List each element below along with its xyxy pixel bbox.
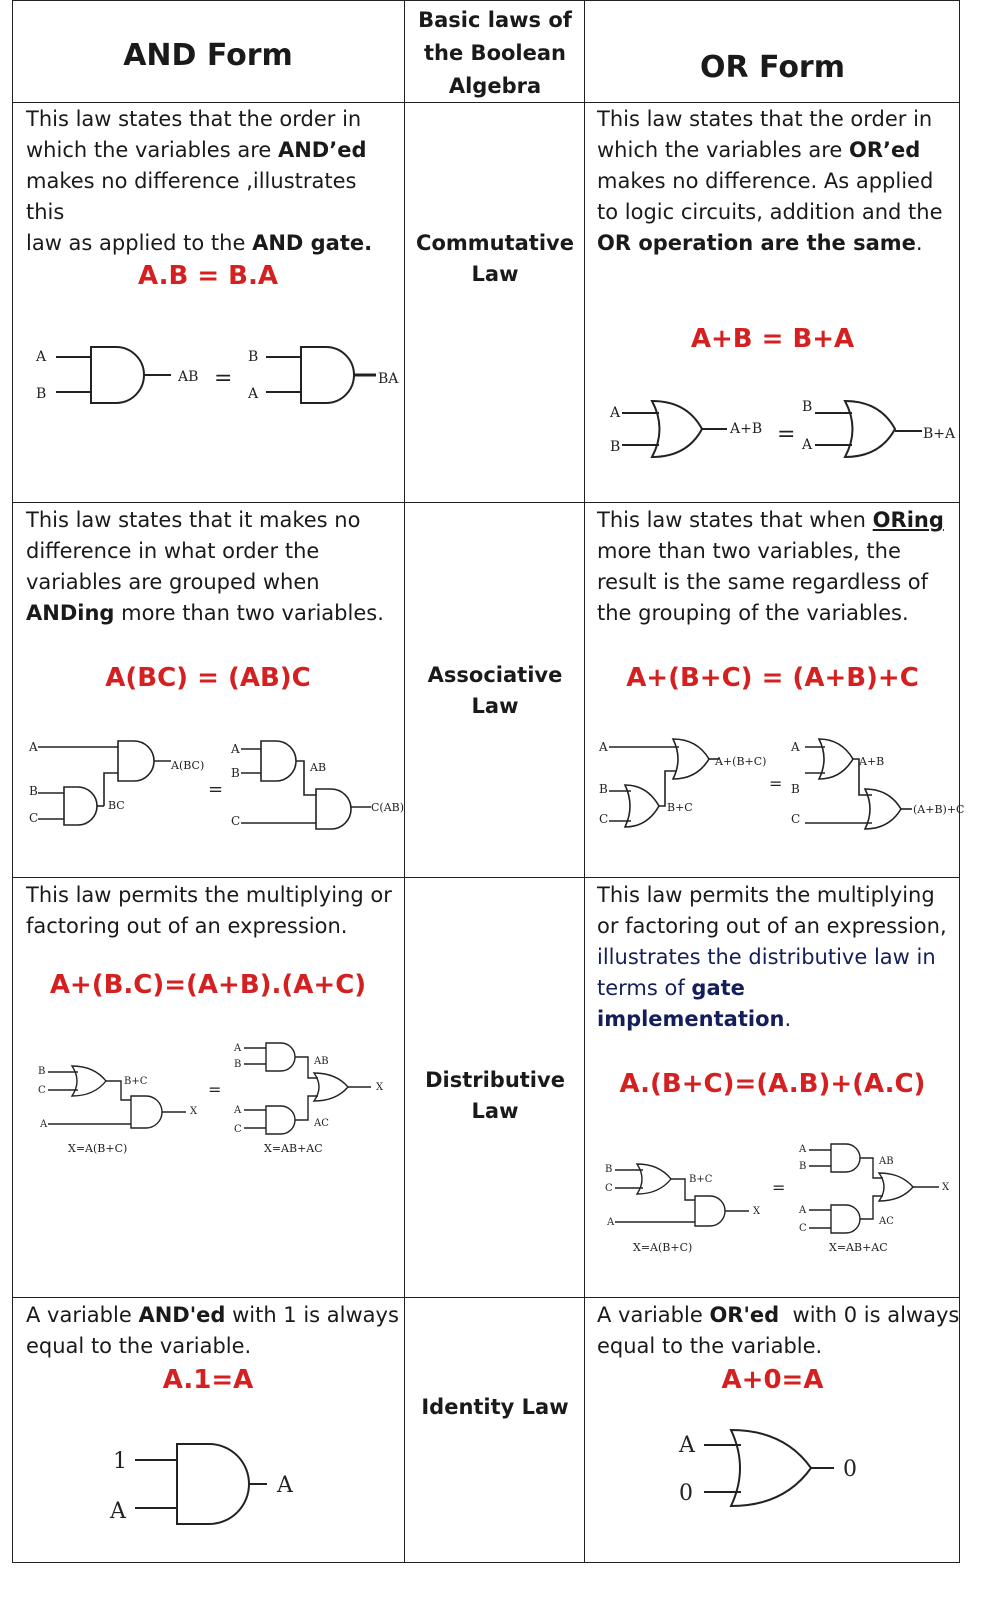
text-bold: OR’ed (848, 138, 921, 162)
commutative-and-equation: A.B = B.A (137, 261, 278, 291)
input-label: A (791, 740, 800, 754)
text-bold: AND’ed (277, 138, 367, 162)
and-form-header: AND Form (123, 38, 293, 73)
text-span: which the variables are (597, 138, 849, 162)
output-label: C(AB) (371, 801, 405, 814)
associative-law-label (405, 660, 585, 722)
text-line: or factoring out of an expression, (597, 914, 947, 938)
output-label: A(BC) (171, 759, 205, 772)
commutative-law-label (405, 228, 585, 290)
identity-law-label (405, 1392, 585, 1423)
input-label: B (791, 782, 800, 796)
identity-or-equation: A+0=A (721, 1365, 824, 1395)
text-bold: implementation (597, 1007, 785, 1031)
input-label: B (36, 386, 47, 402)
distributive-or-equation: A.(B+C)=(A.B)+(A.C) (619, 1069, 926, 1099)
output-label: X (190, 1106, 198, 1117)
text-span: A variable (597, 1303, 710, 1327)
input-label: A (36, 349, 47, 365)
input-label: A (248, 386, 259, 402)
input-label: C (234, 1124, 242, 1135)
text-bold: gate (691, 976, 745, 1000)
text-span: terms of (597, 976, 692, 1000)
output-label: B+A (923, 426, 956, 442)
identity-or-text (597, 1300, 960, 1362)
header-line: Algebra (448, 74, 542, 98)
text-line: difference in what order the (26, 539, 320, 563)
expression-label: X=AB+AC (264, 1142, 323, 1155)
output-label: AB (178, 369, 199, 385)
law-line: Law (471, 1099, 519, 1123)
input-label: A (40, 1119, 48, 1130)
output-label: A+B (859, 755, 885, 768)
commutative-and-text (26, 104, 401, 259)
input-label: B (248, 349, 259, 365)
row-divider (12, 1297, 960, 1298)
text-line: This law states that it makes no (26, 508, 361, 532)
text-line (597, 973, 957, 1004)
row-divider (12, 877, 960, 878)
output-label: AB (879, 1156, 894, 1167)
text-bold: OR operation are the same (597, 231, 916, 255)
header-line: Basic laws of (418, 8, 572, 32)
text-line: This law permits the multiplying (597, 883, 935, 907)
identity-and-text (26, 1300, 401, 1362)
output-label: AC (879, 1216, 894, 1227)
commutative-or-equation: A+B = B+A (690, 324, 855, 354)
row-divider (12, 502, 960, 503)
text-line (597, 505, 957, 536)
text-line: more than two variables, the (597, 539, 901, 563)
text-span: with 0 is always (779, 1303, 960, 1327)
text-line: This law states that the order in (597, 107, 933, 131)
input-label: A (607, 1217, 615, 1228)
output-label: (A+B)+C (913, 803, 965, 816)
associative-or-equation: A+(B+C) = (A+B)+C (626, 663, 919, 693)
law-line: Law (471, 694, 519, 718)
text-line: factoring out of an expression. (26, 914, 348, 938)
input-label: A (234, 1105, 242, 1116)
law-line: Commutative (416, 231, 574, 255)
output-label: A+B (730, 421, 763, 437)
text-line (597, 228, 957, 259)
input-label: A (679, 1433, 695, 1458)
text-line (26, 228, 401, 259)
text-line: the grouping of the variables. (597, 601, 909, 625)
commutative-or-text (597, 104, 957, 259)
commutative-or-circuit (597, 388, 957, 470)
associative-or-circuit (597, 733, 965, 833)
input-label: A (610, 405, 621, 421)
input-label: B (610, 439, 621, 455)
input-label: B (605, 1164, 613, 1175)
text-span: with 1 is always (225, 1303, 399, 1327)
input-label: C (799, 1223, 807, 1234)
input-label: A (231, 742, 240, 756)
distributive-law-label (405, 1065, 585, 1127)
text-line (26, 135, 401, 166)
input-label: A (799, 1205, 807, 1216)
input-label: A (110, 1499, 126, 1524)
input-label: B (802, 399, 813, 415)
text-bold: AND'ed (138, 1303, 226, 1327)
basic-laws-header (405, 4, 585, 103)
distributive-or-text (597, 880, 957, 1035)
output-label: A+(B+C) (715, 755, 767, 768)
text-line: This law states that the order in (26, 107, 362, 131)
text-line: variables are grouped when (26, 570, 320, 594)
output-label: X (942, 1182, 950, 1193)
text-span: more than two variables. (114, 601, 384, 625)
input-label: B (599, 782, 608, 796)
equals-sign: = (208, 1080, 222, 1099)
input-label: C (231, 814, 241, 828)
text-span: . (915, 231, 923, 255)
output-label: X (753, 1206, 761, 1217)
law-line: Associative (427, 663, 563, 687)
commutative-and-circuit (26, 335, 401, 420)
input-label: B (234, 1059, 242, 1070)
text-line: This law permits the multiplying or (26, 883, 392, 907)
equals-sign: = (772, 1178, 786, 1197)
input-label: 1 (113, 1449, 127, 1474)
expression-label: X=AB+AC (829, 1241, 888, 1254)
text-line: equal to the variable. (597, 1334, 823, 1358)
distributive-and-text (26, 880, 401, 942)
input-label: A (802, 437, 813, 453)
text-line: makes no difference. As applied (597, 169, 934, 193)
input-label: C (791, 812, 801, 826)
text-span: which the variables are (26, 138, 278, 162)
input-label: C (605, 1183, 613, 1194)
law-line: Distributive (425, 1068, 565, 1092)
associative-and-equation: A(BC) = (AB)C (105, 663, 311, 693)
text-line (597, 1300, 960, 1331)
equals-sign: = (208, 779, 224, 800)
distributive-and-equation: A+(B.C)=(A+B).(A+C) (49, 970, 367, 1000)
text-bold: ORing (872, 508, 944, 532)
text-line (597, 135, 957, 166)
input-label: C (599, 812, 609, 826)
input-label: B (29, 784, 38, 798)
text-line (26, 1300, 401, 1331)
equals-sign: = (769, 774, 783, 793)
associative-or-text (597, 505, 957, 629)
expression-label: X=A(B+C) (633, 1241, 693, 1254)
input-label: 0 (679, 1481, 693, 1506)
law-line: Identity Law (421, 1395, 569, 1419)
distributive-and-circuit (26, 1040, 401, 1160)
equals-sign: = (777, 422, 796, 447)
output-label: B+C (667, 801, 693, 814)
header-line: the Boolean (424, 41, 566, 65)
identity-and-circuit (97, 1438, 322, 1530)
input-label: C (38, 1085, 46, 1096)
output-label: X (376, 1082, 384, 1093)
input-label: A (599, 740, 608, 754)
text-line: makes no difference ,illustrates this (26, 169, 357, 224)
equals-sign: = (214, 366, 233, 391)
input-label: B (799, 1161, 807, 1172)
identity-and-equation: A.1=A (162, 1365, 254, 1395)
law-line: Law (471, 262, 519, 286)
distributive-or-circuit (597, 1138, 957, 1258)
text-span: . (784, 1007, 792, 1031)
input-label: A (799, 1144, 807, 1155)
text-bold: ANDing (26, 601, 115, 625)
input-label: A (29, 740, 38, 754)
output-label: A (277, 1473, 293, 1498)
output-label: AB (314, 1056, 329, 1067)
text-line: illustrates the distributive law in (597, 945, 936, 969)
text-span: A variable (26, 1303, 139, 1327)
text-line: equal to the variable. (26, 1334, 252, 1358)
text-span: This law states that when (597, 508, 873, 532)
text-line (26, 598, 401, 629)
associative-and-circuit (26, 735, 404, 835)
text-line: result is the same regardless of (597, 570, 928, 594)
output-label: AC (314, 1118, 329, 1129)
identity-or-circuit (659, 1400, 886, 1528)
output-label: AB (310, 761, 327, 774)
text-bold: AND gate. (252, 231, 373, 255)
text-line (597, 1004, 957, 1035)
text-span: law as applied to the (26, 231, 253, 255)
text-line: to logic circuits, addition and the (597, 200, 943, 224)
output-label: BC (108, 799, 125, 812)
input-label: A (234, 1043, 242, 1054)
input-label: C (29, 811, 39, 825)
output-label: BA (378, 371, 399, 387)
or-form-header: OR Form (700, 50, 845, 85)
output-label: B+C (124, 1076, 148, 1087)
input-label: B (38, 1066, 46, 1077)
text-bold: OR'ed (709, 1303, 780, 1327)
input-label: B (231, 766, 240, 780)
output-label: 0 (843, 1457, 857, 1482)
associative-and-text (26, 505, 401, 629)
output-label: B+C (689, 1174, 713, 1185)
expression-label: X=A(B+C) (68, 1142, 128, 1155)
